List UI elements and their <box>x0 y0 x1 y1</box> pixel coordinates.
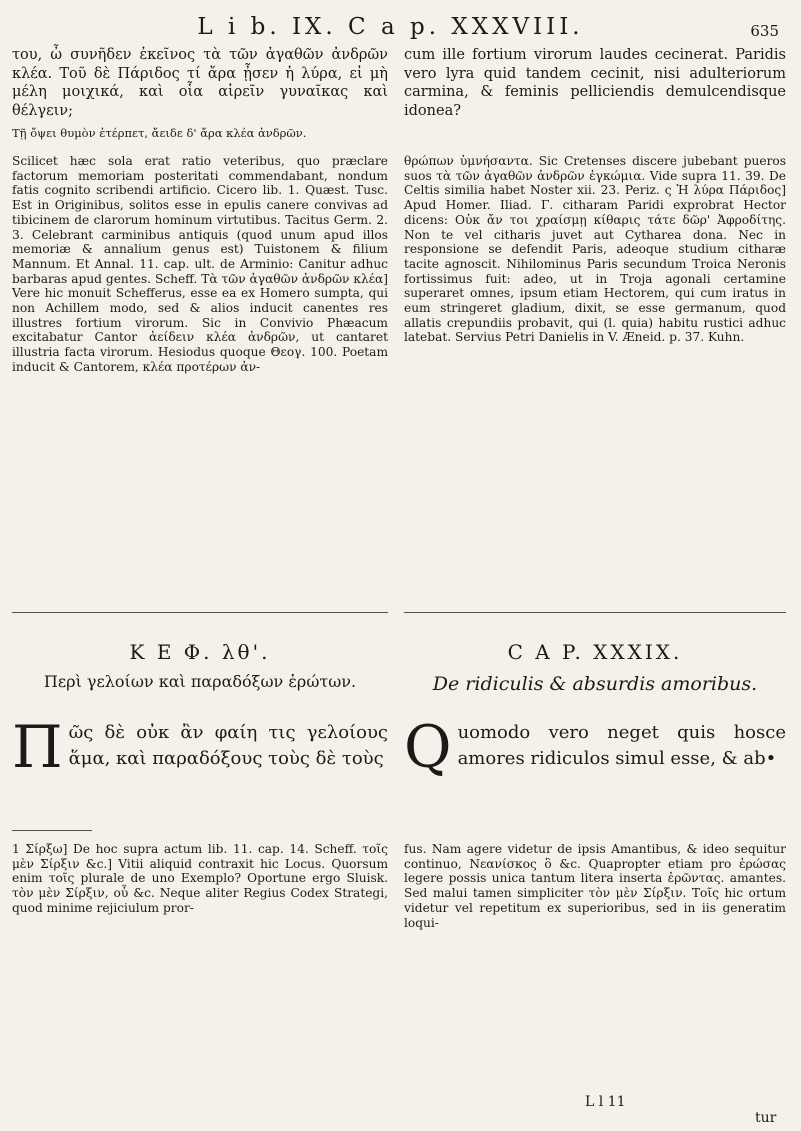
left-notes-rule <box>12 830 92 831</box>
left-commentary <box>12 154 388 602</box>
right-body-text: uomodo vero neget quis hosce amores ridiculos simul esse, & ab• <box>457 722 786 769</box>
page-number: 635 <box>750 22 779 40</box>
right-commentary-text: θρώπων ὑμνήσαντα. Sic Cretenses discere jubebant pueros suos τὰ τῶν ἀγαθῶν ἀνδρῶν ἐγκώμια. Vide supra 11. 39. De Celtis similia habet Noster xii. 23. Periz. ς Ἡ λύρα Πάριδος] Apud Homer. Iliad. Γ. citharam Paridi exprobrat Hector dicens: Οὐκ ἄν τοι χραίσμῃ κίθαρις τάτε δῶρ' Ἀφροδίτης. Non te vel citharis juvet aut Cytharea dona. Nec in responsione se defendit Paris, adeoque studium citharæ tacite agnoscit. Nihilominus Paris secundum Troica Neronis fortissimus fuit: adeo, ut in Troja agonali certamine superaret omnes, ipsum etiam Hectorem, qui cum iratus in eum stringeret gladium, dixit, se esse germanum, quod allatis crepundiis probavit, qui (l. quia) habitu rustici adhuc latebat. Servius Petri Danielis in V. Æneid. p. 37. Kuhn. <box>404 154 786 345</box>
left-chapter-subtitle: Περὶ γελοίων καὶ παραδόξων ἐρώτων. <box>43 672 357 691</box>
left-chapter-heading: Κ Ε Φ. λθ'. <box>129 640 271 664</box>
right-divider <box>404 612 786 613</box>
left-body-text: ῶς δὲ οὐκ ἂν φαίη τις γελοίους ἅμα, καὶ παραδόξους τοὺς δὲ τοὺς <box>68 722 388 769</box>
right-top-block <box>404 46 786 156</box>
left-chapter-body <box>12 713 388 810</box>
right-chapter-body <box>404 713 786 810</box>
greek-footnote-line: Τῇ ὄψει θυμὸν ἐτέρπετ, ἄειδε δ' ἄρα κλέα ἀνδρῶν. <box>12 126 307 140</box>
catchword: tur <box>755 1110 777 1126</box>
greek-main-text: του, ὦ συνῆδεν ἐκεῖνος τὰ τῶν ἀγαθῶν ἀνδρῶν κλέα. Τοῦ δὲ Πάριδος τί ἄρα ᾖσεν ἡ λύρα, εἰ μὴ μέλη μοιχικά, καὶ οἷα αἱρεῖν γυναῖκας καὶ θέλγειν; <box>12 47 388 119</box>
running-head-title: L i b. IX. C a p. XXXVIII. <box>197 14 584 40</box>
left-notes <box>12 842 388 1092</box>
left-notes-text: 1 Σίρξω] De hoc supra actum lib. 11. cap. 14. Scheff. τοῖς μὲν Σίρξιν &c.] Vitii aliquid contraxit hic Locus. Quorsum enim τοῖς plurale de uno Exemplo? Oportune ergo Sluisk. τὸν μὲν Σίρξιν, οὗ &c. Neque aliter Regius Codex Strategi, quod minime rejiciulum pror- <box>12 842 388 915</box>
left-commentary-text: Scilicet hæc sola erat ratio veteribus, quo præclare factorum memoriam posteritati commendabant, nondum fatis cognito scribendi artificio. Cicero lib. 1. Quæst. Tusc. Est in Originibus, solitos esse in epulis canere convivas ad tibicinem de clarorum hominum virtutibus. Tacitus Germ. 2. 3. Celebrant carminibus antiquis (quod unum apud illos memoriæ & annalium genus est) Tuistonem & filium Mannum. Et Annal. 11. cap. ult. de Arminio: Canitur adhuc barbaras apud gentes. Scheff. Τὰ τῶν ἀγαθῶν ἀνδρῶν κλέα] Vere hic monuit Schefferus, esse ea ex Homero sumpta, qui non Achillem modo, sed & alios inducit canentes res illustres fortium virorum. Sic in Convivio Phæacum excitabatur Cantor ἀείδειν κλέα ἀνδρῶν, ut cantaret illustria facta virorum. Hesiodus quoque Θεογ. 100. Poetam inducit & Cantorem, κλέα προτέρων ἀν- <box>12 154 388 374</box>
running-head <box>0 6 801 40</box>
signature-mark: L l 11 <box>585 1094 626 1110</box>
left-divider <box>12 612 388 613</box>
right-dropcap: Q <box>404 713 452 781</box>
right-notes <box>404 842 786 1092</box>
right-commentary <box>404 154 786 602</box>
right-notes-text: fus. Nam agere videtur de ipsis Amantibus, & ideo sequitur continuo, Νεανίσκος ὃ &c. Quapropter etiam pro ἐρώσας legere possis unica tantum litera inserta ἐρῶντας. amantes. Sed malui tamen simpliciter τὸν μὲν Σίρξιν. Τοῖς hic ortum videtur vel repetitum ex superioribus, sed in iis generatim loqui- <box>404 842 786 930</box>
latin-main-text: cum ille fortium virorum laudes cecinerat. Paridis vero lyra quid tandem cecinit, nisi adulteriorum carmina, & feminis pelliciendis demulcendisque idonea? <box>404 47 786 119</box>
right-chapter-subtitle: De ridiculis & absurdis amoribus. <box>432 673 758 695</box>
left-dropcap: Π <box>12 713 63 781</box>
right-chapter-heading: C A P. XXXIX. <box>507 640 683 664</box>
